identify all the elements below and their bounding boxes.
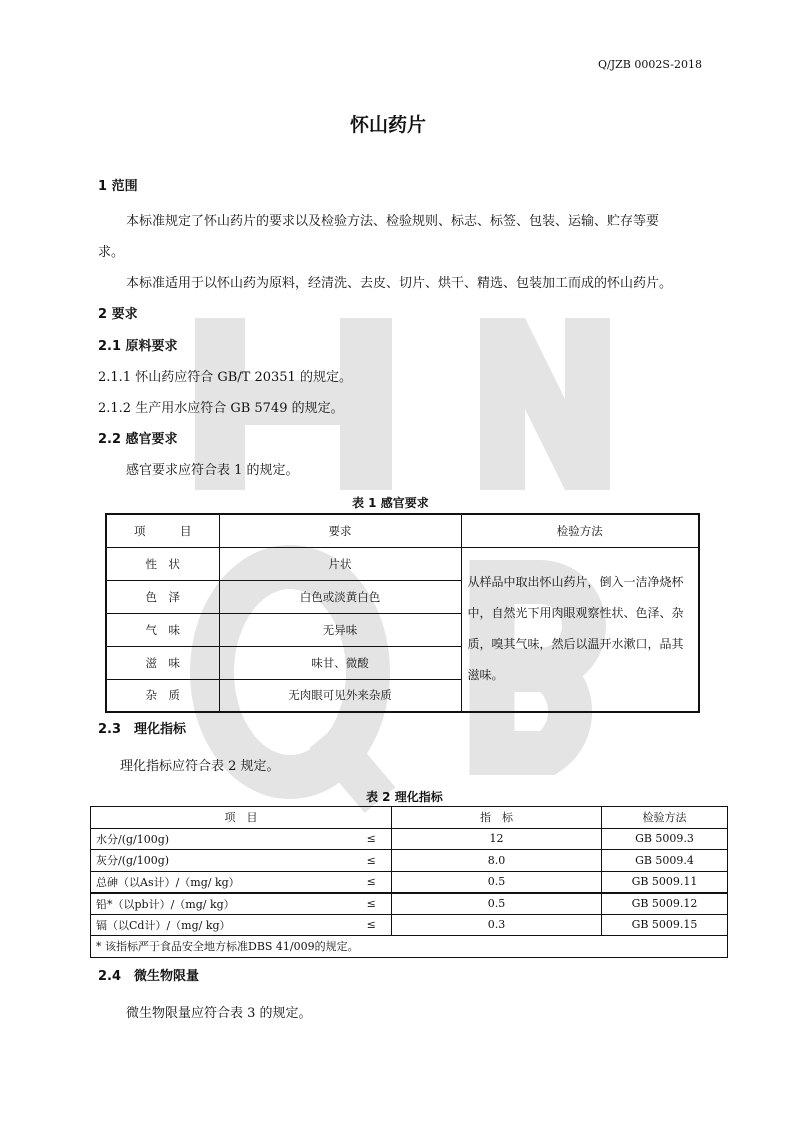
paragraph: 求。 — [98, 245, 125, 260]
section-1-heading: 1 范围 — [98, 179, 138, 194]
header-req: 要求 — [219, 514, 461, 547]
header-method: 检验方法 — [602, 807, 728, 829]
method: GB 5009.4 — [602, 850, 728, 872]
standard-code: Q/JZB 0002S-2018 — [598, 58, 703, 71]
header-item: 项 目 — [106, 514, 219, 547]
table-row — [91, 828, 728, 850]
table-2-caption: 表 2 理化指标 — [366, 790, 443, 804]
table-footnote: * 该指标严于食品安全地方标准DBS 41/009的规定。 — [91, 936, 728, 958]
item: 镉（以Cd计）/（mg/ kg） — [91, 914, 352, 936]
header-value: 指 标 — [392, 807, 602, 829]
operator: ≤ — [352, 850, 392, 872]
item: 气 味 — [106, 613, 219, 646]
paragraph: 本标准适用于以怀山药为原料，经清洗、去皮、切片、烘干、精选、包装加工而成的怀山药片。 — [126, 276, 673, 291]
section-2-1-heading: 2.1 原料要求 — [98, 339, 178, 354]
value: 12 — [392, 828, 602, 850]
requirement: 味甘、微酸 — [219, 646, 461, 679]
method: GB 5009.3 — [602, 828, 728, 850]
operator: ≤ — [352, 914, 392, 936]
paragraph: 理化指标应符合表 2 规定。 — [120, 759, 280, 774]
requirement: 白色或淡黄白色 — [219, 580, 461, 613]
table-row — [91, 914, 728, 936]
item: 水分/(g/100g) — [91, 828, 352, 850]
item: 灰分/(g/100g) — [91, 850, 352, 872]
item: 杂 质 — [106, 679, 219, 712]
physicochemical-table — [90, 806, 728, 958]
requirement: 无肉眼可见外来杂质 — [219, 679, 461, 712]
requirement: 无异味 — [219, 613, 461, 646]
paragraph: 感官要求应符合表 1 的规定。 — [126, 463, 299, 478]
section-2-3-heading: 2.3 理化指标 — [98, 722, 187, 737]
table-row — [91, 893, 728, 915]
method: 从样品中取出怀山药片，倒入一洁净烧杯中，自然光下用肉眼观察性状、色泽、杂质，嗅其气味，然后以温开水漱口，品其滋味。 — [461, 547, 699, 712]
table-row — [91, 850, 728, 872]
paragraph: 本标准规定了怀山药片的要求以及检验方法、检验规则、标志、标签、包装、运输、贮存等要 — [126, 214, 660, 229]
value: 0.5 — [392, 893, 602, 915]
page-title: 怀山药片 — [350, 114, 427, 136]
operator: ≤ — [352, 893, 392, 915]
operator: ≤ — [352, 871, 392, 893]
value: 8.0 — [392, 850, 602, 872]
operator: ≤ — [352, 828, 392, 850]
item: 性 状 — [106, 547, 219, 580]
item: 色 泽 — [106, 580, 219, 613]
paragraph: 微生物限量应符合表 3 的规定。 — [126, 1006, 312, 1021]
value: 0.3 — [392, 914, 602, 936]
method: GB 5009.11 — [602, 871, 728, 893]
section-2-heading: 2 要求 — [98, 307, 138, 322]
value: 0.5 — [392, 871, 602, 893]
header-method: 检验方法 — [461, 514, 699, 547]
clause: 2.1.2 生产用水应符合 GB 5749 的规定。 — [98, 401, 344, 416]
header-item: 项 目 — [91, 807, 392, 829]
table-1-caption: 表 1 感官要求 — [352, 496, 429, 510]
section-2-4-heading: 2.4 微生物限量 — [98, 969, 200, 984]
item: 滋 味 — [106, 646, 219, 679]
item: 总砷（以As计）/（mg/ kg） — [91, 871, 352, 893]
sensory-table — [105, 513, 700, 713]
section-2-2-heading: 2.2 感官要求 — [98, 432, 178, 447]
item: 铅*（以pb计）/（mg/ kg） — [91, 893, 352, 915]
requirement: 片状 — [219, 547, 461, 580]
table-row — [91, 871, 728, 893]
method: GB 5009.15 — [602, 914, 728, 936]
clause: 2.1.1 怀山药应符合 GB/T 20351 的规定。 — [98, 370, 352, 385]
method: GB 5009.12 — [602, 893, 728, 915]
